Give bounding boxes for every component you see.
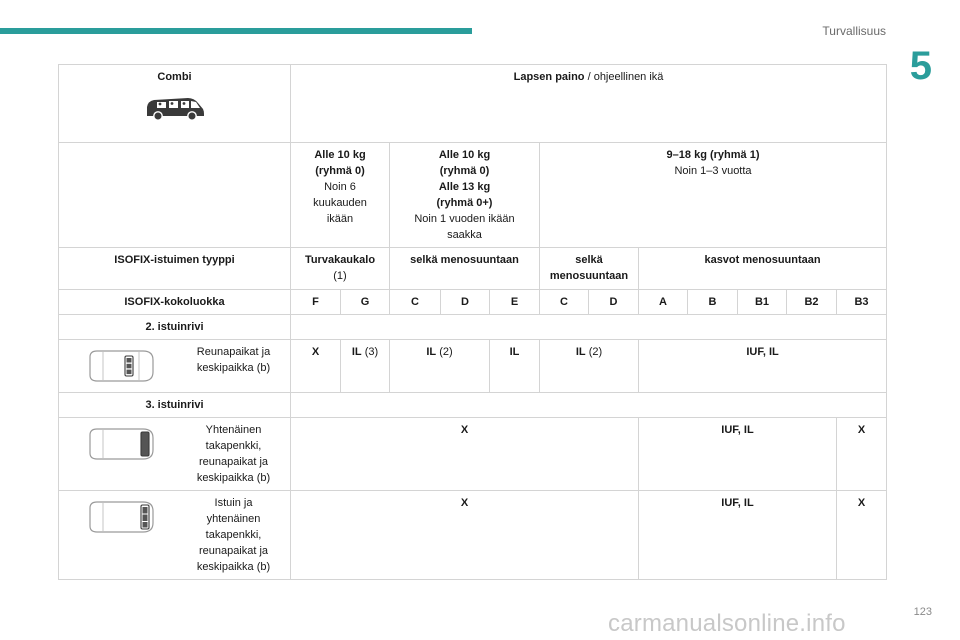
- row3-label: 3. istuinrivi: [59, 393, 291, 418]
- seat-layout-row2-icon: [85, 348, 157, 384]
- weight-header-rest: / ohjeellinen ikä: [584, 71, 664, 83]
- row2-il-2-note: (2): [436, 346, 453, 358]
- row3a-desc-line1: Yhtenäinen: [205, 424, 262, 436]
- row3b-desc-cell: [59, 491, 291, 580]
- row2-label: 2. istuinrivi: [59, 315, 291, 340]
- group-a-line1: Alle 10 kg: [314, 149, 366, 161]
- isofix-type-label: ISOFIX-istuimen tyyppi: [59, 248, 291, 290]
- row3b-value-x-b3: X: [837, 491, 887, 580]
- group-b-line5: Noin 1 vuoden ikään: [414, 213, 515, 225]
- row2-il-2b-bold: IL: [575, 346, 586, 358]
- van-with-passengers-icon: [144, 95, 206, 123]
- page-number: 123: [913, 606, 932, 618]
- seat-layout-row3-bench-icon: [85, 426, 157, 462]
- row3a-desc-line4: keskipaikka (b): [196, 472, 271, 484]
- size-class-cell: C: [540, 290, 589, 315]
- group-c-cell: [540, 143, 887, 248]
- row2-il-2b-note: (2): [585, 346, 603, 358]
- size-class-cell: C: [390, 290, 441, 315]
- row2-desc-line1: Reunapaikat ja: [196, 346, 271, 358]
- combi-label: Combi: [157, 71, 192, 83]
- row2-desc-cell: [59, 340, 291, 393]
- group-b-line1: Alle 10 kg: [438, 149, 491, 161]
- combi-cell: [59, 65, 291, 143]
- size-class-cell: D: [441, 290, 490, 315]
- type-cot-cell: [291, 248, 390, 290]
- empty-cell: [291, 315, 887, 340]
- seat-layout-row3-seat-bench-icon: [85, 499, 157, 535]
- row2-value-il: IL: [490, 340, 540, 393]
- chapter-number: 5: [909, 44, 932, 88]
- size-class-cell: A: [639, 290, 688, 315]
- row3a-value-x-b3: X: [837, 418, 887, 491]
- row2-il-3-note: (3): [361, 346, 379, 358]
- row3a-desc-cell: [59, 418, 291, 491]
- size-class-cell: F: [291, 290, 341, 315]
- row2-value-x: X: [291, 340, 341, 393]
- row3a-desc-line3: reunapaikat ja: [198, 456, 269, 468]
- type-rear-facing-2: [540, 248, 639, 290]
- group-a-line2: (ryhmä 0): [315, 165, 365, 177]
- group-a-line3: Noin 6: [324, 181, 356, 193]
- row3b-desc-line1: Istuin ja: [214, 497, 253, 509]
- type-cot: Turvakaukalo: [304, 254, 376, 266]
- group-a-line4: kuukauden: [313, 197, 367, 209]
- type-rear2-line1: selkä: [575, 254, 603, 266]
- watermark: carmanualsonline.info: [608, 610, 846, 637]
- group-b-line3: Alle 13 kg: [438, 181, 491, 193]
- row3a-value-x: X: [291, 418, 639, 491]
- row2-value-il-2: [390, 340, 490, 393]
- type-rear2-line2: menosuuntaan: [549, 270, 629, 282]
- size-class-cell: G: [341, 290, 390, 315]
- group-c-line1: 9–18 kg (ryhmä 1): [666, 149, 760, 161]
- row3a-desc-line2: takapenkki,: [205, 440, 262, 452]
- row3b-desc-line4: reunapaikat ja: [198, 545, 269, 557]
- size-class-label: ISOFIX-kokoluokka: [59, 290, 291, 315]
- group-a-line5: ikään: [326, 213, 354, 225]
- row3b-value-iuf-il: IUF, IL: [639, 491, 837, 580]
- row3b-value-x: X: [291, 491, 639, 580]
- empty-cell: [59, 143, 291, 248]
- group-b-cell: [390, 143, 540, 248]
- type-forward-facing: kasvot menosuuntaan: [639, 248, 887, 290]
- row3b-desc-line2: yhtenäinen: [206, 513, 261, 525]
- top-accent-bar: [0, 28, 472, 34]
- type-cot-note: (1): [333, 270, 347, 282]
- weight-header-bold: Lapsen paino: [513, 71, 585, 83]
- row2-value-il-2b: [540, 340, 639, 393]
- group-b-line2: (ryhmä 0): [439, 165, 490, 177]
- type-rear-facing-1: selkä menosuuntaan: [390, 248, 540, 290]
- row2-il-3-bold: IL: [351, 346, 362, 358]
- row3b-desc-line5: keskipaikka (b): [196, 561, 271, 573]
- row2-desc-line2: keskipaikka (b): [196, 362, 271, 374]
- size-class-cell: B2: [787, 290, 837, 315]
- group-b-line4: (ryhmä 0+): [436, 197, 493, 209]
- group-b-line6: saakka: [447, 229, 482, 241]
- size-class-cell: B: [688, 290, 738, 315]
- section-title: Turvallisuus: [822, 24, 886, 38]
- row2-value-il-3: [341, 340, 390, 393]
- size-class-cell: E: [490, 290, 540, 315]
- row2-value-iuf-il: IUF, IL: [639, 340, 887, 393]
- group-c-line2: Noin 1–3 vuotta: [674, 165, 752, 177]
- group-a-cell: [291, 143, 390, 248]
- row2-il-2-bold: IL: [426, 346, 437, 358]
- row3b-desc-line3: takapenkki,: [205, 529, 262, 541]
- empty-cell: [291, 393, 887, 418]
- row3a-value-iuf-il: IUF, IL: [639, 418, 837, 491]
- child-weight-header: [291, 65, 887, 143]
- size-class-cell: D: [589, 290, 639, 315]
- size-class-cell: B1: [738, 290, 787, 315]
- isofix-table: [58, 64, 887, 580]
- size-class-cell: B3: [837, 290, 887, 315]
